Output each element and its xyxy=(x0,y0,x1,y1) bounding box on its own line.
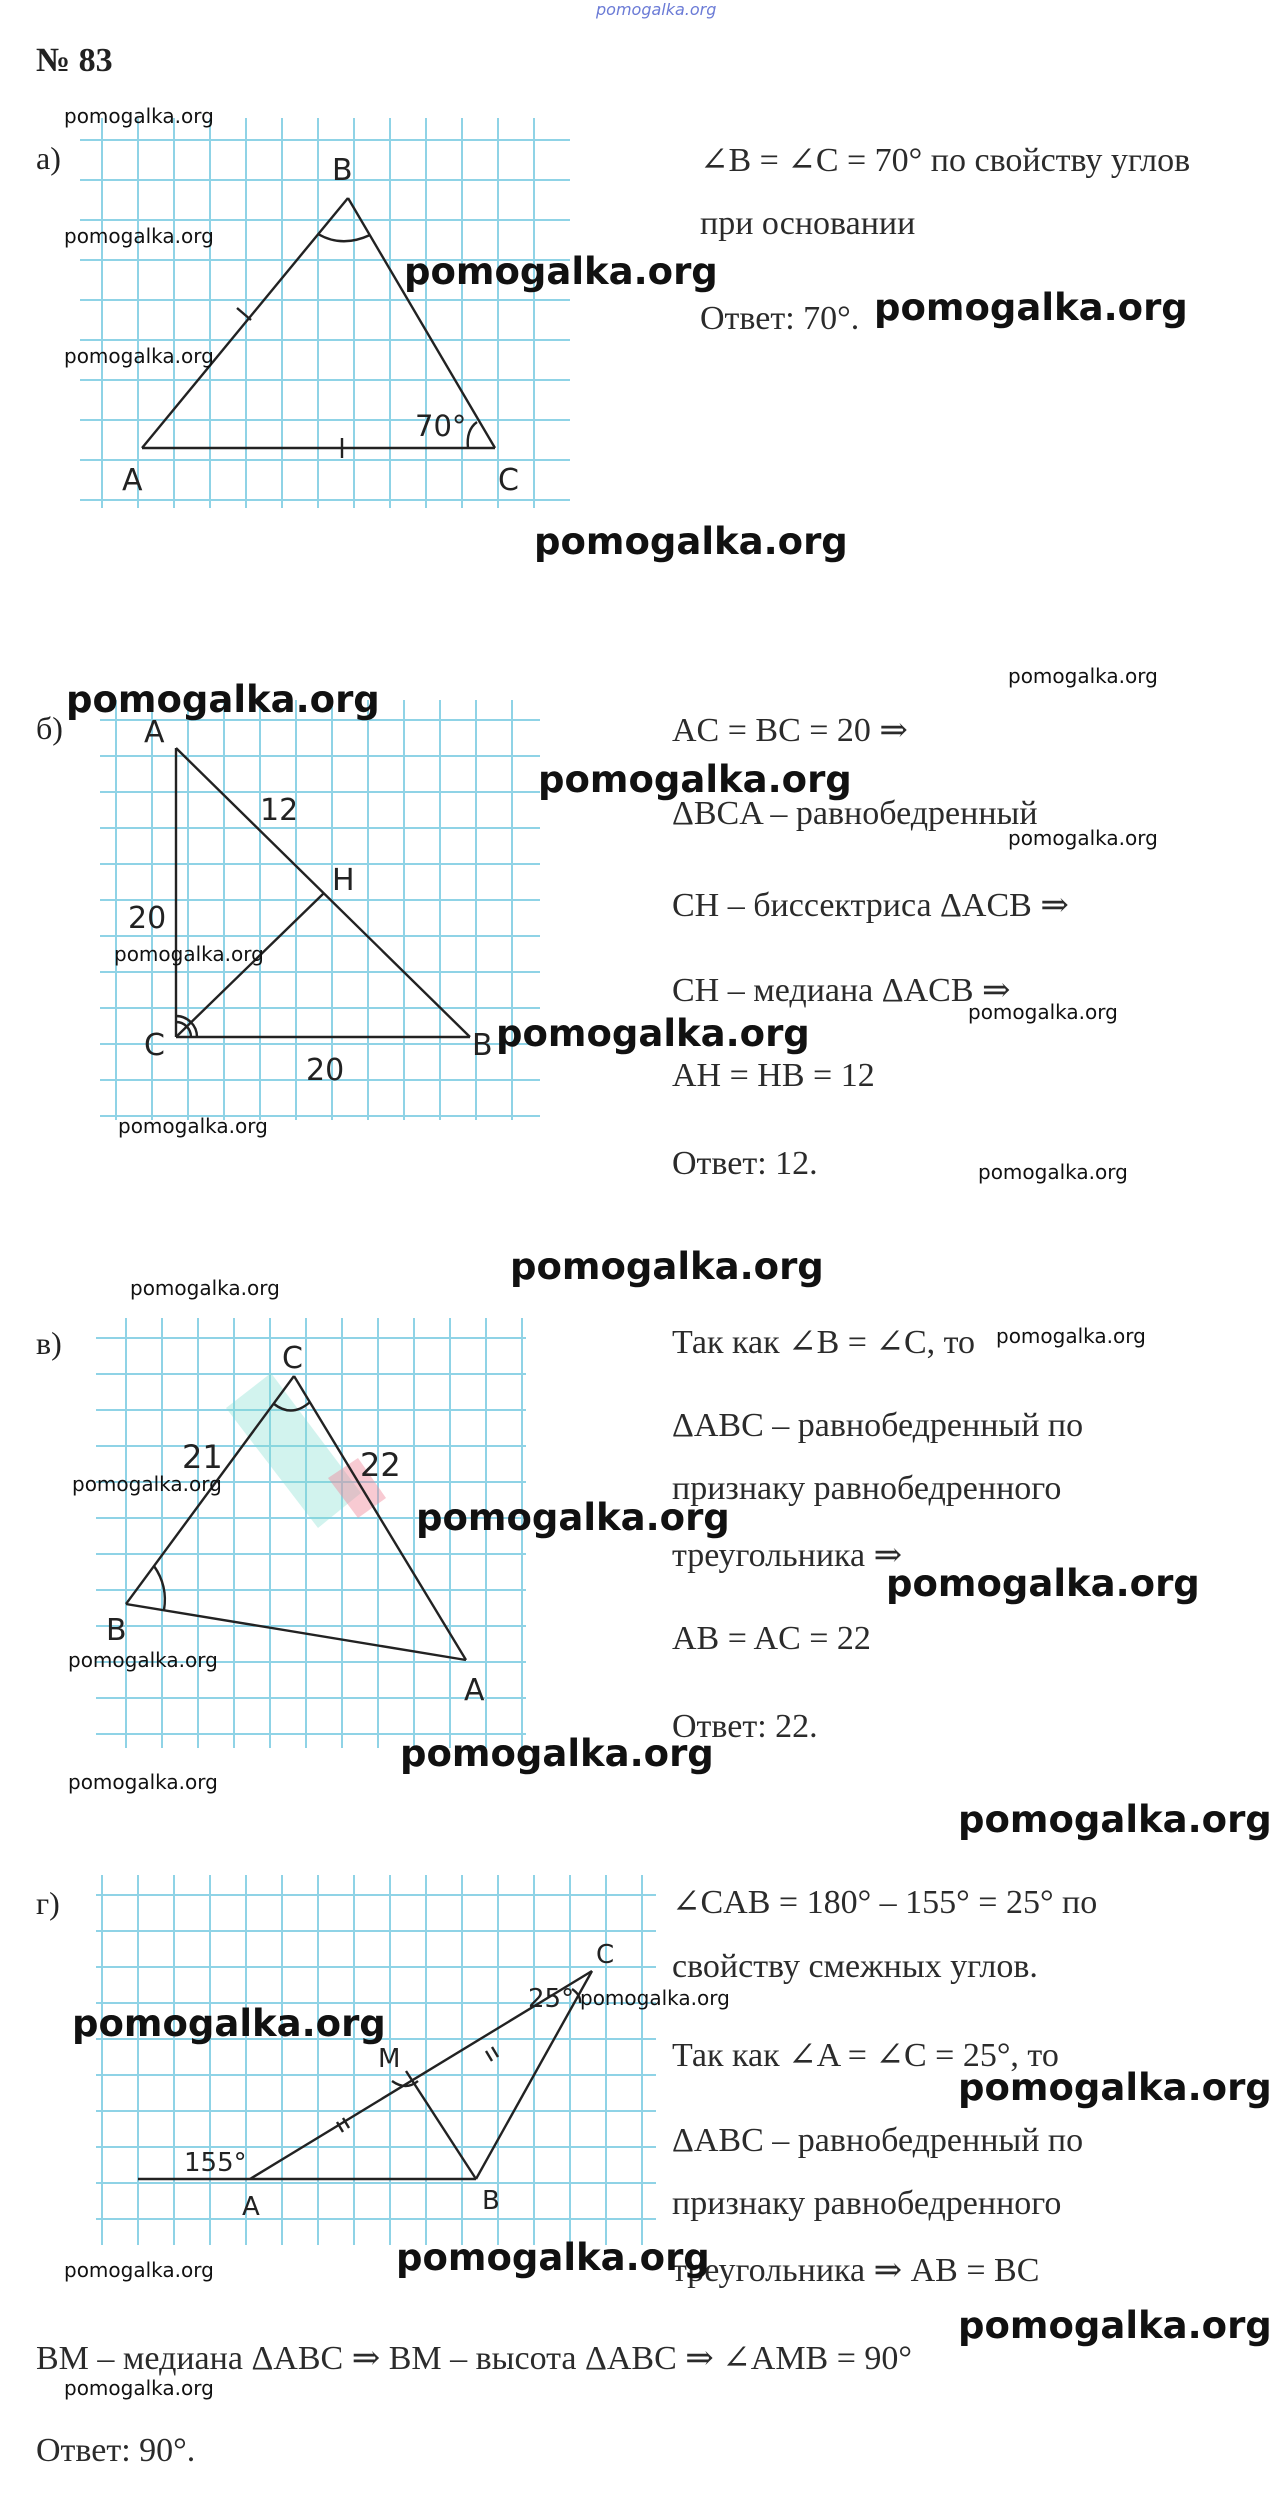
watermark-small[interactable]: pomogalka.org xyxy=(64,2258,214,2282)
watermark-large[interactable]: pomogalka.org xyxy=(538,758,852,801)
part-g-line-4: ΔABC – равнобедренный по xyxy=(672,2122,1084,2159)
length-ac: 20 xyxy=(128,901,167,936)
part-v-line-2: ΔABC – равнобедренный по xyxy=(672,1407,1084,1444)
watermark-small[interactable]: pomogalka.org xyxy=(64,224,214,248)
part-a-answer: Ответ: 70°. xyxy=(700,300,860,337)
part-v-answer: Ответ: 22. xyxy=(672,1708,818,1745)
watermark-small[interactable]: pomogalka.org xyxy=(68,1770,218,1794)
figure-g xyxy=(96,1875,656,2245)
part-g-line-6: треугольника ⇒ AB = BC xyxy=(672,2252,1040,2289)
vertex-c: C xyxy=(596,1940,615,1970)
part-b-label: б) xyxy=(36,710,63,746)
vertex-h: H xyxy=(332,863,355,898)
watermark-small[interactable]: pomogalka.org xyxy=(968,1000,1118,1024)
watermark-large[interactable]: pomogalka.org xyxy=(886,1562,1200,1605)
watermark-small[interactable]: pomogalka.org xyxy=(130,1276,280,1300)
watermark-large[interactable]: pomogalka.org xyxy=(404,250,718,293)
part-g-line-2: свойству смежных углов. xyxy=(672,1948,1038,1985)
part-g-answer: Ответ: 90°. xyxy=(36,2432,196,2469)
watermark-small[interactable]: pomogalka.org xyxy=(68,1648,218,1672)
watermark-small[interactable]: pomogalka.org xyxy=(64,344,214,368)
top-watermark[interactable]: pomogalka.org xyxy=(596,0,717,19)
watermark-small[interactable]: pomogalka.org xyxy=(64,104,214,128)
watermark-large[interactable]: pomogalka.org xyxy=(400,1732,714,1775)
vertex-b: B xyxy=(106,1613,127,1648)
figure-a xyxy=(80,118,570,508)
watermark-large[interactable]: pomogalka.org xyxy=(510,1245,824,1288)
watermark-small[interactable]: pomogalka.org xyxy=(996,1324,1146,1348)
figure-b xyxy=(100,700,540,1120)
watermark-large[interactable]: pomogalka.org xyxy=(72,2002,386,2045)
part-b-line-1: AC = BC = 20 ⇒ xyxy=(672,712,908,749)
watermark-small[interactable]: pomogalka.org xyxy=(72,1472,222,1496)
vertex-a: A xyxy=(464,1673,485,1708)
part-v-line-1: Так как ∠B = ∠C, то xyxy=(672,1324,976,1361)
part-g-line-1: ∠CAB = 180° – 155° = 25° по xyxy=(672,1884,1098,1921)
part-b-answer: Ответ: 12. xyxy=(672,1145,818,1182)
part-b-line-2: ΔBCA – равнобедренный xyxy=(672,795,1038,832)
part-v-line-4: треугольника ⇒ xyxy=(672,1537,903,1574)
angle-label: 70° xyxy=(415,409,467,443)
part-a-line-1: ∠B = ∠C = 70° по свойству углов xyxy=(700,142,1191,179)
part-g-label: г) xyxy=(36,1885,60,1921)
vertex-c: C xyxy=(144,1028,165,1063)
watermark-large[interactable]: pomogalka.org xyxy=(396,2236,710,2279)
watermark-large[interactable]: pomogalka.org xyxy=(496,1012,810,1055)
part-a-label: а) xyxy=(36,140,61,176)
length-ca: 22 xyxy=(360,1446,401,1484)
watermark-large[interactable]: pomogalka.org xyxy=(66,678,380,721)
vertex-c: C xyxy=(282,1341,303,1376)
part-a-line-2: при основании xyxy=(700,205,916,242)
vertex-a: A xyxy=(242,2192,260,2222)
length-cb: 20 xyxy=(306,1053,345,1088)
vertex-b: B xyxy=(332,153,353,188)
watermark-small[interactable]: pomogalka.org xyxy=(64,2376,214,2400)
vertex-c: C xyxy=(498,463,519,498)
watermark-small[interactable]: pomogalka.org xyxy=(580,1986,730,2010)
vertex-b: B xyxy=(482,2186,500,2216)
part-v-label: в) xyxy=(36,1325,62,1361)
watermark-small[interactable]: pomogalka.org xyxy=(1008,664,1158,688)
vertex-a: A xyxy=(144,715,165,750)
watermark-small[interactable]: pomogalka.org xyxy=(978,1160,1128,1184)
vertex-a: A xyxy=(122,463,143,498)
watermark-large[interactable]: pomogalka.org xyxy=(534,520,848,563)
watermark-large[interactable]: pomogalka.org xyxy=(874,286,1188,329)
part-b-line-5: AH = HB = 12 xyxy=(672,1057,875,1094)
angle-c-label: 25° xyxy=(528,1984,575,2014)
vertex-m: M xyxy=(378,2044,401,2074)
length-bc: 21 xyxy=(182,1438,223,1476)
part-v-line-3: признаку равнобедренного xyxy=(672,1470,1062,1507)
watermark-small[interactable]: pomogalka.org xyxy=(114,942,264,966)
watermark-small[interactable]: pomogalka.org xyxy=(1008,826,1158,850)
vertex-b: B xyxy=(472,1028,493,1063)
watermark-large[interactable]: pomogalka.org xyxy=(958,2304,1272,2347)
median-bm xyxy=(406,2071,476,2179)
watermark-large[interactable]: pomogalka.org xyxy=(416,1496,730,1539)
part-b-line-3: CH – биссектриса ΔACB ⇒ xyxy=(672,887,1069,924)
part-v-line-5: AB = AC = 22 xyxy=(672,1620,871,1657)
watermark-large[interactable]: pomogalka.org xyxy=(958,1798,1272,1841)
angle-a-label: 155° xyxy=(184,2148,247,2178)
part-g-conclusion: BM – медиана ΔABC ⇒ BM – высота ΔABC ⇒ ∠AMB = 90° xyxy=(36,2340,912,2377)
part-b-line-4: CH – медиана ΔACB ⇒ xyxy=(672,972,1011,1009)
watermark-small[interactable]: pomogalka.org xyxy=(118,1114,268,1138)
watermark-large[interactable]: pomogalka.org xyxy=(958,2066,1272,2109)
page-title: № 83 xyxy=(36,42,113,79)
length-ah: 12 xyxy=(260,793,299,828)
part-g-line-5: признаку равнобедренного xyxy=(672,2185,1062,2222)
part-g-line-3: Так как ∠A = ∠C = 25°, то xyxy=(672,2037,1059,2074)
